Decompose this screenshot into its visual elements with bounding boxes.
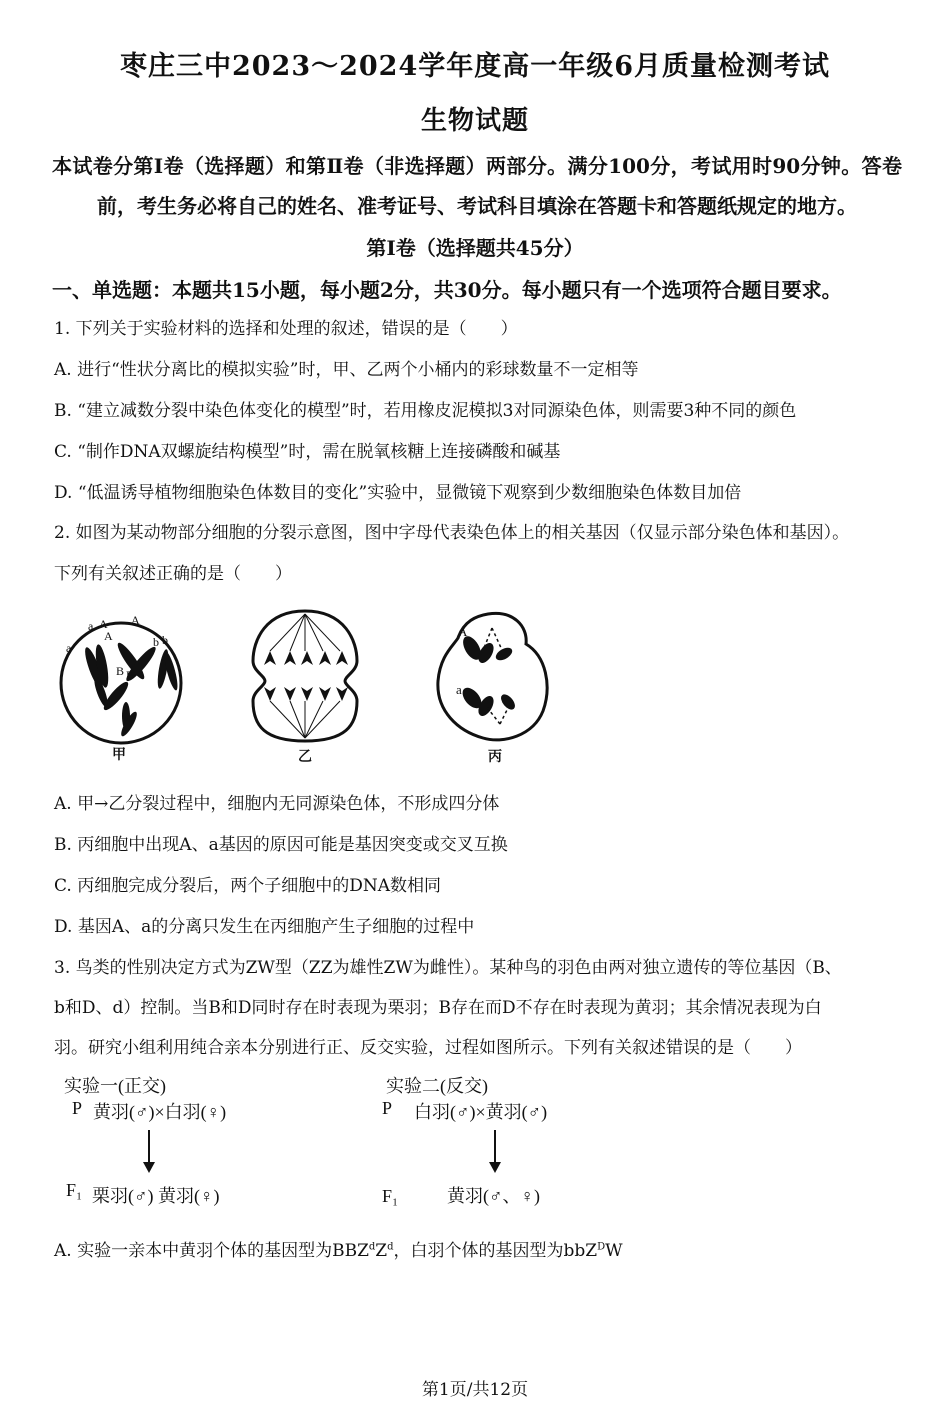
gene-label-A-bing: A	[458, 624, 468, 639]
gene-label-B1: B	[116, 664, 125, 678]
cell-yi-figure	[245, 606, 365, 746]
q3-option-a: A. 实验一亲本中黄羽个体的基因型为$BBZ^dZ^d$，白羽个体的基因型为bbZ$^D$W	[54, 1241, 623, 1261]
experiment1-title: 实验一(正交)	[64, 1076, 166, 1096]
cell-jia-label: 甲	[112, 747, 126, 763]
gene-label-a1: a	[88, 619, 94, 633]
section1-heading: 一、单选题：本题共15小题，每小题2分，共30分。每小题只有一个选项符合题目要求。	[52, 278, 842, 302]
q2-option-d: D. 基因A、a的分离只发生在丙细胞产生子细胞的过程中	[54, 917, 475, 937]
q1-option-b: B. “建立减数分裂中染色体变化的模型”时，若用橡皮泥模拟3对同源染色体，则需要3种不同的颜色	[54, 401, 797, 421]
experiment2-title: 实验二(反交)	[386, 1076, 488, 1096]
gene-label-a2: a	[66, 641, 72, 655]
experiment2-offspring: 黄羽(♂、♀)	[447, 1186, 540, 1206]
q3-stem-line1: 3. 鸟类的性别决定方式为ZW型（ZZ为雄性ZW为雌性）。某种鸟的羽色由两对独立遗传的等位基因（B、	[54, 958, 842, 978]
q2-option-c: C. 丙细胞完成分裂后，两个子细胞中的DNA数相同	[54, 876, 441, 896]
q2-stem-line2: 下列有关叙述正确的是（ ）	[54, 564, 292, 584]
q1-option-a: A. 进行“性状分离比的模拟实验”时，甲、乙两个小桶内的彩球数量不一定相等	[54, 360, 639, 380]
q1-option-c: C. “制作DNA双螺旋结构模型”时，需在脱氧核糖上连接磷酸和碱基	[54, 442, 561, 462]
q1-stem: 1. 下列关于实验材料的选择和处理的叙述，错误的是（ ）	[54, 319, 518, 339]
page-footer: 第1页/共12页	[421, 1380, 529, 1400]
gene-label-A3: A	[131, 613, 140, 627]
experiment1-f1-label: F₁	[66, 1180, 83, 1200]
experiment2-arrow	[487, 1128, 503, 1174]
gene-label-a-bing: a	[456, 682, 462, 697]
q2-option-b: B. 丙细胞中出现A、a基因的原因可能是基因突变或交叉互换	[54, 835, 508, 855]
part1-heading: 第Ⅰ卷（选择题共45分）	[366, 236, 584, 260]
experiment2-f1-label: F₁	[382, 1186, 399, 1206]
cell-yi-label: 乙	[298, 749, 312, 765]
cell-bing-label: 丙	[488, 749, 502, 765]
q2-stem-line1: 2. 如图为某动物部分细胞的分裂示意图，图中字母代表染色体上的相关基因（仅显示部分染色体和基因）。	[54, 523, 850, 543]
experiment2-p-label: P	[382, 1098, 393, 1118]
cell-bing-membrane	[438, 613, 547, 740]
gene-label-A1: A	[99, 617, 108, 631]
exam-subtitle: 生物试题	[420, 106, 529, 136]
q3-stem-line2: b和D、d）控制。当B和D同时存在时表现为栗羽；B存在而D不存在时表现为黄羽；其余情况表现为白	[54, 998, 822, 1018]
cell-bing-figure	[428, 606, 558, 746]
experiment1-p-label: P	[72, 1098, 83, 1118]
gene-label-b1: b	[153, 635, 159, 649]
experiment1-arrow	[141, 1128, 157, 1174]
experiment1-offspring: 栗羽(♂) 黄羽(♀)	[92, 1186, 220, 1206]
exam-title: 枣庄三中2023～2024学年度高一年级6月质量检测考试	[119, 51, 831, 82]
gene-label-b2: b	[162, 633, 168, 647]
gene-label-B2: B	[126, 668, 135, 682]
q3-stem-line3: 羽。研究小组利用纯合亲本分别进行正、反交实验，过程如图所示。下列有关叙述错误的是（ ）	[54, 1038, 802, 1058]
q1-option-d: D. “低温诱导植物细胞染色体数目的变化”实验中，显微镜下观察到少数细胞染色体数目加倍	[54, 483, 742, 503]
experiment2-parents: 白羽(♂)×黄羽(♂)	[414, 1102, 548, 1122]
q2-option-a: A. 甲→乙分裂过程中，细胞内无同源染色体，不形成四分体	[54, 794, 500, 814]
cell-jia-figure	[56, 606, 196, 766]
experiment1-parents: 黄羽(♂)×白羽(♀)	[93, 1102, 227, 1122]
exam-instructions: 本试卷分第Ⅰ卷（选择题）和第Ⅱ卷（非选择题）两部分。满分100分，考试用时90分钟。答卷前，考生务必将自己的姓名、准考证号、考试科目填涂在答题卡和答题纸规定的地方。	[52, 154, 902, 218]
gene-label-A2: A	[104, 629, 113, 643]
